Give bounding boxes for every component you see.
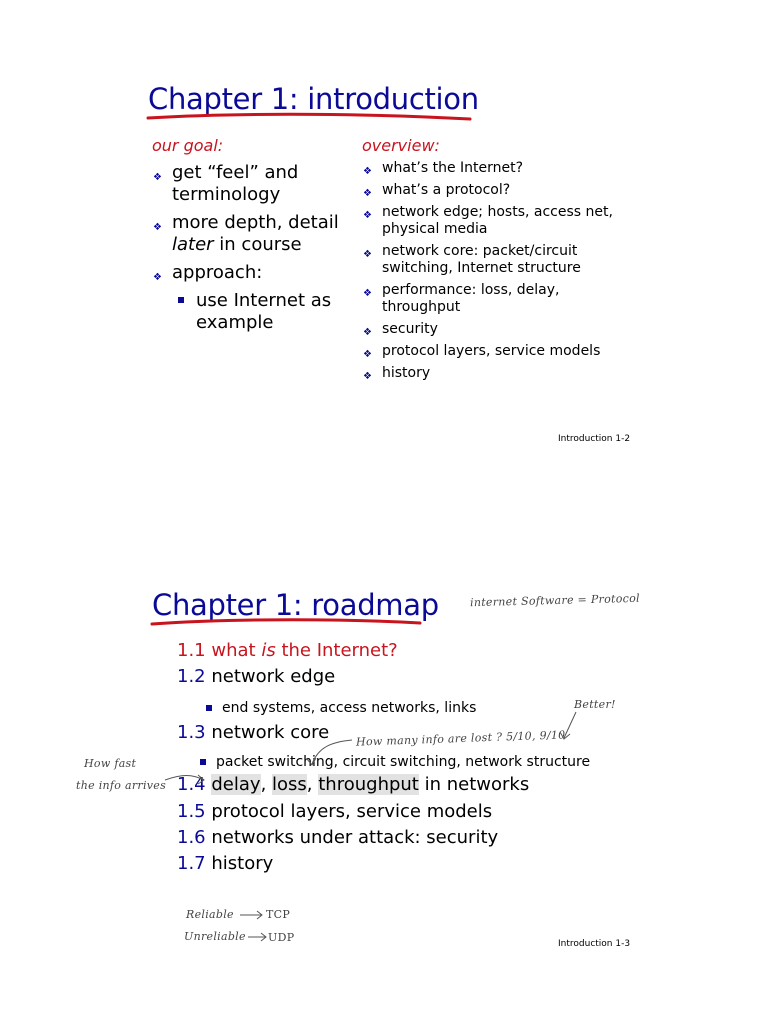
handwritten-note: How many info are lost ? 5/10, 9/10 bbox=[355, 728, 566, 749]
diamond-bullet-icon: ❖ bbox=[153, 172, 162, 183]
slide-introduction bbox=[0, 0, 768, 500]
handwritten-note: UDP bbox=[268, 931, 295, 944]
list-item: ❖ network edge; hosts, access net, physical media bbox=[363, 204, 613, 237]
list-item: ❖ what’s a protocol? bbox=[362, 182, 632, 199]
list-item: use Internet as example bbox=[178, 290, 338, 334]
handwritten-note: the info arrives bbox=[76, 779, 167, 792]
slide-footer: Introduction 1-3 bbox=[558, 939, 631, 949]
title-underline bbox=[0, 0, 768, 140]
goal-sub-list bbox=[178, 290, 338, 334]
diamond-bullet-icon: ❖ bbox=[363, 188, 372, 199]
roadmap-sub-item: packet switching, circuit switching, network structure bbox=[216, 754, 590, 770]
roadmap-item-1-4: 1.4 delay, loss, throughput in networks bbox=[177, 774, 530, 795]
handwritten-note: Unreliable bbox=[184, 930, 246, 943]
roadmap-item-1-5: 1.5 protocol layers, service models bbox=[177, 801, 493, 822]
handwritten-note: How fast bbox=[84, 757, 137, 770]
diamond-bullet-icon: ❖ bbox=[153, 272, 162, 283]
list-item: ❖ security bbox=[362, 321, 632, 338]
slide-title: Chapter 1: introduction bbox=[148, 82, 479, 116]
list-item: ❖ performance: loss, delay, throughput bbox=[363, 282, 560, 315]
square-bullet-icon bbox=[178, 297, 184, 303]
diamond-bullet-icon: ❖ bbox=[363, 249, 372, 260]
diamond-bullet-icon: ❖ bbox=[153, 222, 162, 233]
diamond-bullet-icon: ❖ bbox=[363, 349, 372, 360]
diamond-bullet-icon: ❖ bbox=[363, 327, 372, 338]
slide-title: Chapter 1: roadmap bbox=[152, 588, 439, 622]
roadmap-item-1-1: 1.1 what is the Internet? bbox=[177, 640, 398, 661]
diamond-bullet-icon: ❖ bbox=[363, 288, 372, 299]
diamond-bullet-icon: ❖ bbox=[363, 210, 372, 221]
roadmap-sub-item: end systems, access networks, links bbox=[222, 700, 476, 716]
goal-heading: our goal: bbox=[152, 136, 224, 155]
slide-footer: Introduction 1-2 bbox=[558, 434, 631, 444]
handwritten-arrows bbox=[0, 512, 768, 1012]
diamond-bullet-icon: ❖ bbox=[363, 166, 372, 177]
goal-list bbox=[152, 162, 347, 290]
list-item: ❖ get “feel” and terminology bbox=[153, 162, 299, 205]
slide-roadmap bbox=[0, 512, 768, 1012]
list-item: ❖ approach: bbox=[152, 262, 347, 284]
diamond-bullet-icon: ❖ bbox=[363, 371, 372, 382]
list-item: ❖ protocol layers, service models bbox=[362, 343, 632, 360]
list-item: ❖ history bbox=[362, 365, 632, 382]
list-item: ❖ what’s the Internet? bbox=[362, 160, 632, 177]
roadmap-item-1-6: 1.6 networks under attack: security bbox=[177, 827, 499, 848]
handwritten-note: Reliable bbox=[186, 908, 234, 921]
handwritten-note: internet Software = Protocol bbox=[469, 591, 641, 610]
list-item: ❖ network core: packet/circuit switching, Internet structure bbox=[363, 243, 581, 276]
roadmap-item-1-3: 1.3 network core bbox=[177, 722, 330, 743]
overview-list bbox=[362, 160, 632, 387]
handwritten-note: Better! bbox=[574, 698, 616, 711]
list-item: ❖ more depth, detail later in course bbox=[153, 212, 339, 255]
roadmap-item-1-7: 1.7 history bbox=[177, 853, 274, 874]
overview-heading: overview: bbox=[362, 136, 440, 155]
handwritten-note: TCP bbox=[266, 908, 291, 921]
roadmap-item-1-2: 1.2 network edge bbox=[177, 666, 336, 687]
